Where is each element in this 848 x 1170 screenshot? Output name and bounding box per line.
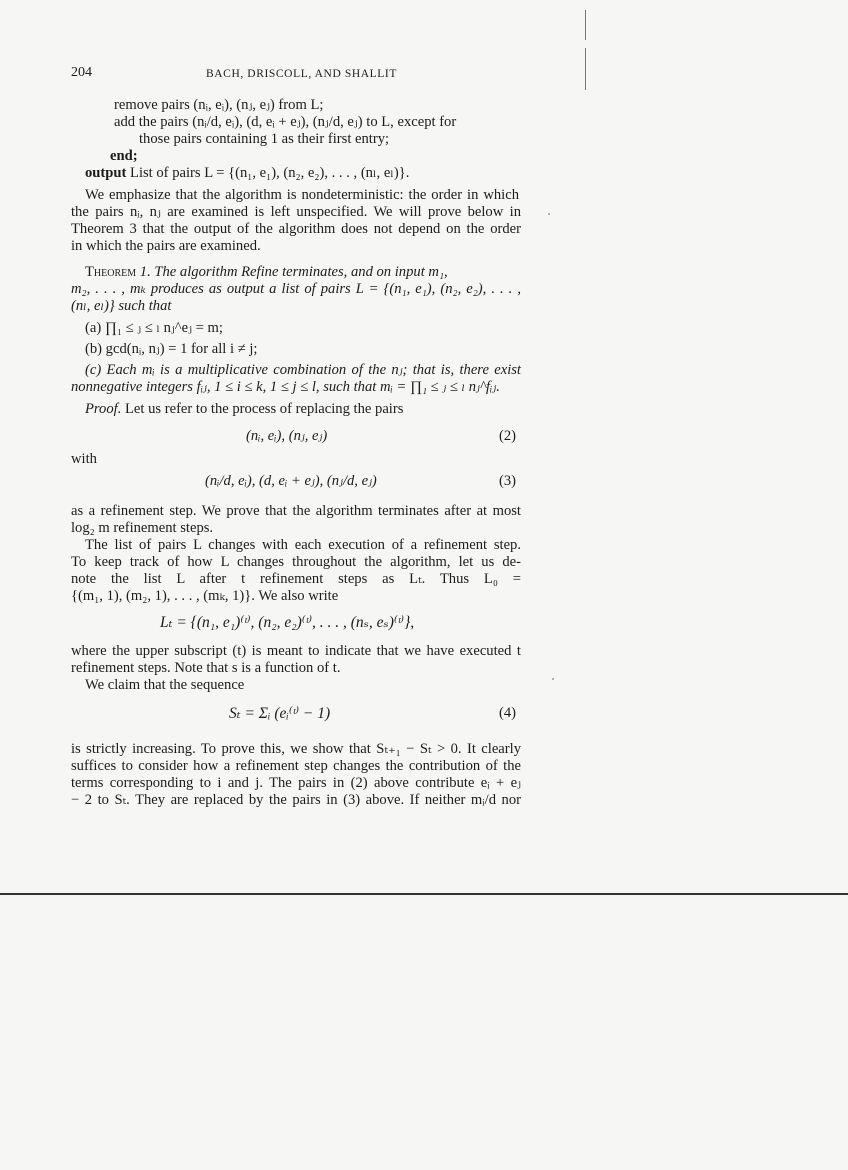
proof-label: Proof.: [85, 401, 122, 417]
proof-line: [85, 401, 403, 418]
algo-line: add the pairs (nᵢ/d, eᵢ), (d, eᵢ + eⱼ), (nⱼ/d, eⱼ) to L, except for: [114, 114, 457, 130]
scan-artifact-line: [585, 48, 586, 90]
paragraph-line: as a refinement step. We prove that the algorithm terminates after at most: [71, 503, 521, 519]
equation-2: (nᵢ, eᵢ), (nⱼ, eⱼ): [246, 428, 328, 444]
paragraph-line: in which the pairs are examined.: [71, 238, 261, 254]
theorem-item-a: (a) ∏₁ ≤ ⱼ ≤ ₗ nⱼ^eⱼ = m;: [85, 320, 223, 336]
equation-4: Sₜ = Σᵢ (eᵢ⁽ᵗ⁾ − 1): [229, 705, 331, 722]
scan-artifact-line: [585, 10, 586, 40]
paragraph-line: with: [71, 451, 97, 467]
theorem-label: Theorem: [85, 264, 137, 280]
paragraph-line: − 2 to Sₜ. They are replaced by the pairs in (3) above. If neither mᵢ/d nor: [71, 792, 521, 808]
algo-line: those pairs containing 1 as their first entry;: [139, 131, 390, 147]
equation-3: (nᵢ/d, eᵢ), (d, eᵢ + eⱼ), (nⱼ/d, eⱼ): [205, 473, 377, 489]
theorem-item-c: (c) Each mᵢ is a multiplicative combination of the nⱼ; that is, there exist: [85, 362, 521, 378]
paragraph-line: We emphasize that the algorithm is nondeterministic: the order in which: [85, 187, 519, 203]
paragraph-line: the pairs nᵢ, nⱼ are examined is left unspecified. We will prove below in: [71, 204, 521, 220]
paragraph-line: note the list L after t refinement steps as Lₜ. Thus L₀ =: [71, 571, 521, 587]
proof-text: Let us refer to the process of replacing the pairs: [121, 401, 404, 417]
paragraph-line: To keep track of how L changes throughout the algorithm, let us de-: [71, 554, 521, 570]
algo-output-line: [85, 165, 409, 182]
paragraph-line: where the upper subscript (t) is meant to indicate that we have executed t: [71, 643, 521, 659]
theorem-item-c: nonnegative integers fᵢⱼ, 1 ≤ i ≤ k, 1 ≤ j ≤ l, such that mᵢ = ∏₁ ≤ ⱼ ≤ ₗ nⱼ^fᵢⱼ.: [71, 379, 500, 395]
theorem-line: m₂, . . . , mₖ produces as output a list of pairs L = {(n₁, e₁), (n₂, e₂), . . . ,: [71, 281, 521, 297]
output-text: List of pairs L = {(n₁, e₁), (n₂, e₂), . . . , (nₗ, eₗ)}.: [130, 165, 410, 181]
theorem-text: 1. The algorithm Refine terminates, and on input m₁,: [136, 264, 448, 280]
algo-line: remove pairs (nᵢ, eᵢ), (nⱼ, eⱼ) from L;: [114, 97, 324, 113]
algo-end: end;: [110, 148, 138, 164]
paragraph-line: Theorem 3 that the output of the algorithm does not depend on the order: [71, 221, 521, 237]
scan-speck: [548, 213, 550, 215]
output-keyword: output: [85, 165, 127, 181]
equation-number: (3): [499, 473, 517, 489]
equation-number: (4): [499, 705, 517, 721]
theorem-item-b: (b) gcd(nᵢ, nⱼ) = 1 for all i ≠ j;: [85, 341, 258, 357]
theorem-line: (nₗ, eₗ)} such that: [71, 298, 172, 314]
paragraph-line: log₂ m refinement steps.: [71, 520, 214, 536]
paragraph-line: terms corresponding to i and j. The pairs in (2) above contribute eᵢ + eⱼ: [71, 775, 521, 791]
scan-page-edge: [0, 893, 848, 895]
paragraph-line: refinement steps. Note that s is a function of t.: [71, 660, 341, 676]
scan-speck: [552, 678, 554, 680]
paragraph-line: {(m₁, 1), (m₂, 1), . . . , (mₖ, 1)}. We also write: [71, 588, 339, 604]
running-head: BACH, DRISCOLL, AND SHALLIT: [206, 68, 397, 80]
paragraph-line: suffices to consider how a refinement step changes the contribution of the: [71, 758, 521, 774]
paragraph-line: The list of pairs L changes with each execution of a refinement step.: [85, 537, 521, 553]
theorem-line: [85, 264, 519, 281]
page-number: 204: [71, 65, 92, 80]
equation-lt: Lₜ = {(n₁, e₁)⁽ᵗ⁾, (n₂, e₂)⁽ᵗ⁾, . . . , (nₛ, eₛ)⁽ᵗ⁾},: [160, 614, 415, 631]
paragraph-line: We claim that the sequence: [85, 677, 245, 693]
paragraph-line: is strictly increasing. To prove this, we show that Sₜ₊₁ − Sₜ > 0. It clearly: [71, 741, 521, 757]
equation-number: (2): [499, 428, 517, 444]
